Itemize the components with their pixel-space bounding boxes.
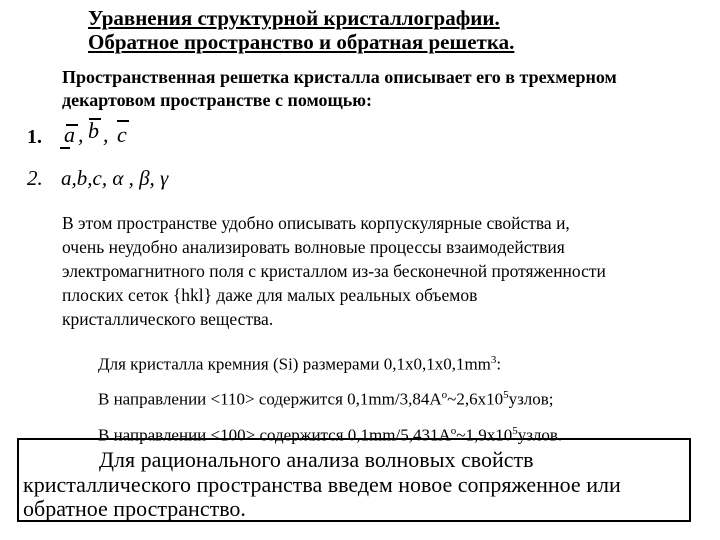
paragraph-line-2: очень неудобно анализировать волновые процессы взаимодействия [62, 237, 565, 257]
list-item-2-text: a,b,c, α , β, γ [61, 166, 169, 190]
silicon-line-2: В направлении <110> содержится $0,1mm/3,84A^o\sim 2,6х10^5узлов$; [98, 389, 554, 409]
vector-a: a [64, 122, 75, 147]
conclusion-line-1: Для рационального анализа волновых свойств [99, 447, 534, 472]
paragraph-line-1: В этом пространстве удобно описывать корпускулярные свойства и, [62, 213, 570, 233]
list-item-1-number: 1. [27, 126, 42, 148]
underline-a [60, 147, 70, 149]
paragraph-line-3: электромагнитного поля с кристаллом из-за бесконечной протяженности [62, 261, 606, 281]
list-item-2-number: 2. [27, 166, 43, 190]
paragraph-line-4: плоских сеток {hkl} даже для малых реальных объемов [62, 285, 478, 305]
title-line-2: Обратное пространство и обратная решетка. [88, 30, 515, 54]
intro-line-2: декартовом пространстве с помощью: [62, 90, 372, 110]
paragraph-line-5: кристаллического вещества. [62, 309, 274, 329]
vector-c: c [117, 122, 127, 147]
conclusion-line-2: кристаллического пространства введем новое сопряженное или [23, 472, 621, 497]
conclusion-line-3: обратное пространство. [23, 496, 246, 521]
vector-b: b [88, 118, 99, 143]
intro-line-1: Пространственная решетка кристалла описывает его в трехмерном [62, 67, 617, 87]
conclusion-box [17, 438, 691, 522]
silicon-line-3: В направлении <100> содержится $0,1mm/5,431A^o\sim 1,9х10^5узлов$. [98, 425, 563, 445]
title-line-1: Уравнения структурной кристаллографии. [88, 6, 500, 30]
silicon-line-1: Для кристалла кремния (Si) размерами $0,1х0,1х0,1mm^3$: [98, 354, 502, 374]
